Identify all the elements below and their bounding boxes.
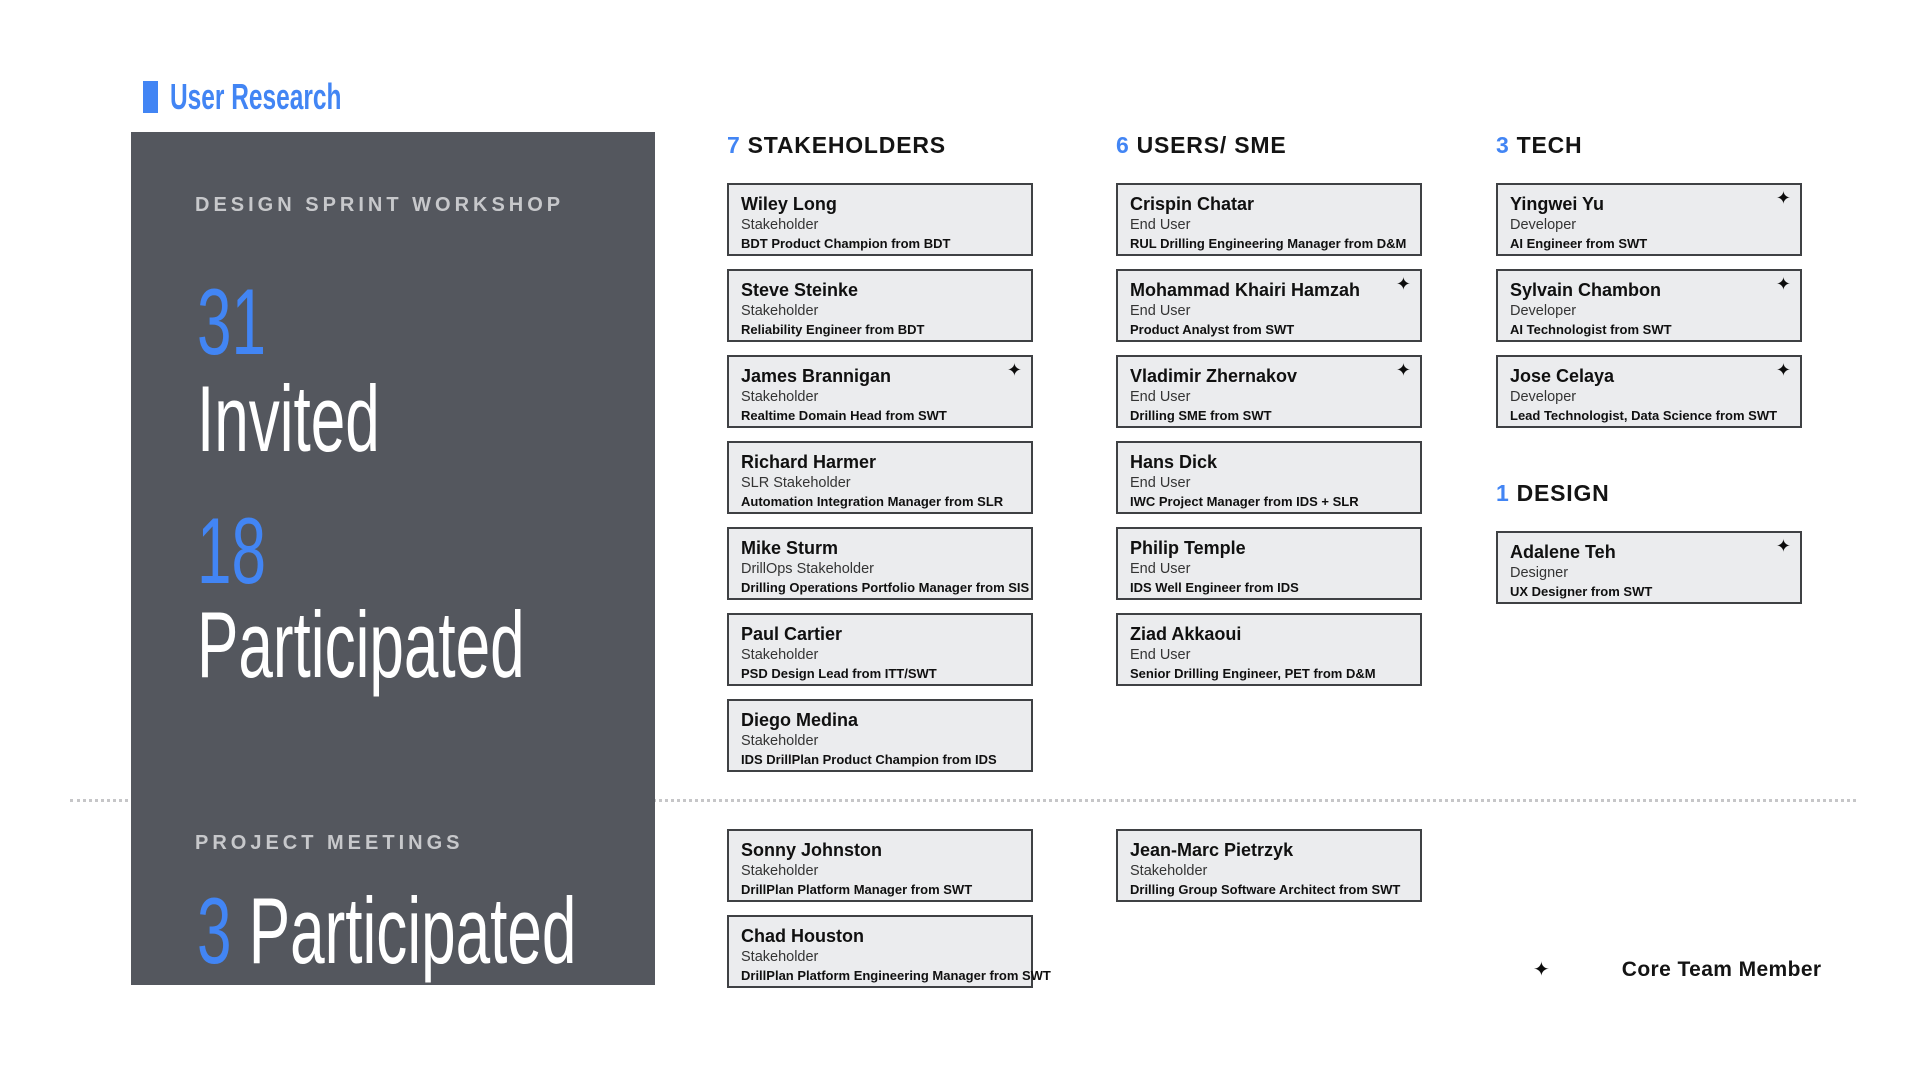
core-team-member-icon: ✦: [1395, 360, 1411, 380]
person-role: DrillOps Stakeholder: [741, 561, 874, 577]
title-accent-bar: [143, 81, 158, 113]
person-role: End User: [1130, 561, 1191, 577]
person-title: RUL Drilling Engineering Manager from D&M: [1130, 236, 1407, 251]
page-header: [143, 76, 422, 117]
person-title: AI Engineer from SWT: [1510, 236, 1648, 251]
design-card-list: [1496, 531, 1802, 604]
person-name: Yingwei Yu: [1510, 194, 1605, 214]
person-role: Stakeholder: [1130, 863, 1208, 879]
person-title: PSD Design Lead from ITT/SWT: [741, 666, 937, 681]
person-role: Stakeholder: [741, 217, 819, 233]
person-card: [1116, 355, 1422, 428]
core-team-member-icon: ✦: [1775, 360, 1791, 380]
person-role: Stakeholder: [741, 303, 819, 319]
person-role: Stakeholder: [741, 389, 819, 405]
legend-label: Core Team Member: [1621, 957, 1822, 981]
person-title: AI Technologist from SWT: [1510, 322, 1672, 337]
person-card: [1116, 269, 1422, 342]
person-role: Stakeholder: [741, 647, 819, 663]
person-role: End User: [1130, 217, 1191, 233]
person-name: Vladimir Zhernakov: [1130, 366, 1298, 386]
core-team-member-icon: ✦: [1533, 959, 1550, 981]
core-team-member-icon: ✦: [1775, 274, 1791, 294]
group-stakeholders-label: STAKEHOLDERS: [747, 132, 946, 158]
person-card: [727, 527, 1033, 600]
person-role: Designer: [1510, 565, 1569, 581]
person-name: Crispin Chatar: [1130, 194, 1255, 214]
person-role: End User: [1130, 389, 1191, 405]
person-card: [727, 915, 1051, 988]
person-role: End User: [1130, 647, 1191, 663]
person-title: Senior Drilling Engineer, PET from D&M: [1130, 666, 1376, 681]
person-card: [1496, 355, 1802, 428]
stakeholders-card-list: [727, 183, 1033, 772]
person-name: Jose Celaya: [1510, 366, 1615, 386]
participated-count: 18: [197, 498, 267, 603]
meetings-count: 3: [197, 878, 232, 983]
person-name: Wiley Long: [741, 194, 837, 214]
group-tech-count: 3: [1496, 132, 1510, 158]
users-sme-card-list: [1116, 183, 1422, 686]
group-stakeholders: [727, 130, 1033, 785]
person-name: Paul Cartier: [741, 624, 843, 644]
person-role: Stakeholder: [741, 949, 819, 965]
group-users-sme-count: 6: [1116, 132, 1130, 158]
stats-panel: [131, 132, 655, 985]
person-title: UX Designer from SWT: [1510, 584, 1653, 599]
person-title: Automation Integration Manager from SLR: [741, 494, 1004, 509]
tech-card-list: [1496, 183, 1802, 428]
person-card: [1496, 183, 1802, 256]
group-design-label: DESIGN: [1516, 480, 1610, 506]
participated-label: Participated: [197, 592, 525, 697]
person-card: [727, 699, 1033, 772]
person-title: Reliability Engineer from BDT: [741, 322, 925, 337]
person-title: Realtime Domain Head from SWT: [741, 408, 947, 423]
person-title: BDT Product Champion from BDT: [741, 236, 951, 251]
person-role: End User: [1130, 475, 1191, 491]
person-name: Jean-Marc Pietrzyk: [1130, 840, 1294, 860]
person-role: Stakeholder: [741, 733, 819, 749]
person-name: Richard Harmer: [741, 452, 877, 472]
person-name: Chad Houston: [741, 926, 864, 946]
page-title: User Research: [170, 76, 342, 117]
person-title: Lead Technologist, Data Science from SWT: [1510, 408, 1778, 423]
group-tech-label: TECH: [1516, 132, 1583, 158]
person-card: [1116, 527, 1422, 600]
person-name: Diego Medina: [741, 710, 859, 730]
person-name: James Brannigan: [741, 366, 892, 386]
person-title: DrillPlan Platform Manager from SWT: [741, 882, 973, 897]
invited-count: 31: [197, 269, 267, 374]
person-card: [727, 183, 1033, 256]
person-title: Product Analyst from SWT: [1130, 322, 1295, 337]
meetings-participated-label: Participated: [248, 878, 577, 983]
person-role: Developer: [1510, 389, 1577, 405]
person-role: Developer: [1510, 217, 1577, 233]
person-card: [1496, 269, 1802, 342]
group-stakeholders-header: [727, 130, 1033, 160]
group-users-sme-header: [1116, 130, 1422, 160]
meetings-participated-line: [197, 878, 772, 983]
core-team-member-icon: ✦: [1395, 274, 1411, 294]
group-design-header: [1496, 478, 1802, 508]
group-design-count: 1: [1496, 480, 1510, 506]
person-card: [727, 355, 1033, 428]
person-name: Sonny Johnston: [741, 840, 882, 860]
person-title: IDS DrillPlan Product Champion from IDS: [741, 752, 997, 767]
person-card: [727, 269, 1033, 342]
meetings-section-label: PROJECT MEETINGS: [195, 832, 464, 854]
person-card: [727, 441, 1033, 514]
meeting-card-list-right: [1116, 829, 1422, 915]
person-card: [1116, 441, 1422, 514]
person-title: Drilling Group Software Architect from SWT: [1130, 882, 1401, 897]
group-design: [1496, 478, 1802, 617]
person-role: End User: [1130, 303, 1191, 319]
group-tech: [1496, 130, 1802, 441]
core-team-member-icon: ✦: [1775, 188, 1791, 208]
workshop-section-label: DESIGN SPRINT WORKSHOP: [195, 194, 565, 216]
person-card: [1116, 829, 1422, 902]
person-role: Stakeholder: [741, 863, 819, 879]
person-role: Developer: [1510, 303, 1577, 319]
person-name: Philip Temple: [1130, 538, 1246, 558]
person-role: SLR Stakeholder: [741, 475, 851, 491]
person-title: Drilling Operations Portfolio Manager from SIS: [741, 580, 1030, 595]
person-name: Mike Sturm: [741, 538, 839, 558]
core-team-member-icon: ✦: [1006, 360, 1022, 380]
person-card: [1116, 613, 1422, 686]
person-name: Hans Dick: [1130, 452, 1218, 472]
person-name: Ziad Akkaoui: [1130, 624, 1242, 644]
person-name: Mohammad Khairi Hamzah: [1130, 280, 1361, 300]
invited-label: Invited: [197, 366, 380, 471]
person-card: [1116, 183, 1422, 256]
person-name: Steve Steinke: [741, 280, 859, 300]
person-name: Sylvain Chambon: [1510, 280, 1662, 300]
group-stakeholders-count: 7: [727, 132, 741, 158]
person-card: [727, 613, 1033, 686]
person-title: Drilling SME from SWT: [1130, 408, 1272, 423]
person-card: [727, 829, 1033, 902]
person-title: IWC Project Manager from IDS + SLR: [1130, 494, 1359, 509]
person-card: [1496, 531, 1802, 604]
meeting-card-list-left: [727, 829, 1051, 1001]
person-name: Adalene Teh: [1510, 542, 1616, 562]
core-team-member-icon: ✦: [1775, 536, 1791, 556]
group-tech-header: [1496, 130, 1802, 160]
person-title: DrillPlan Platform Engineering Manager from SWT: [741, 968, 1051, 983]
person-title: IDS Well Engineer from IDS: [1130, 580, 1299, 595]
group-users-sme: [1116, 130, 1422, 699]
group-users-sme-label: USERS/ SME: [1136, 132, 1287, 158]
legend: [1533, 957, 1822, 982]
